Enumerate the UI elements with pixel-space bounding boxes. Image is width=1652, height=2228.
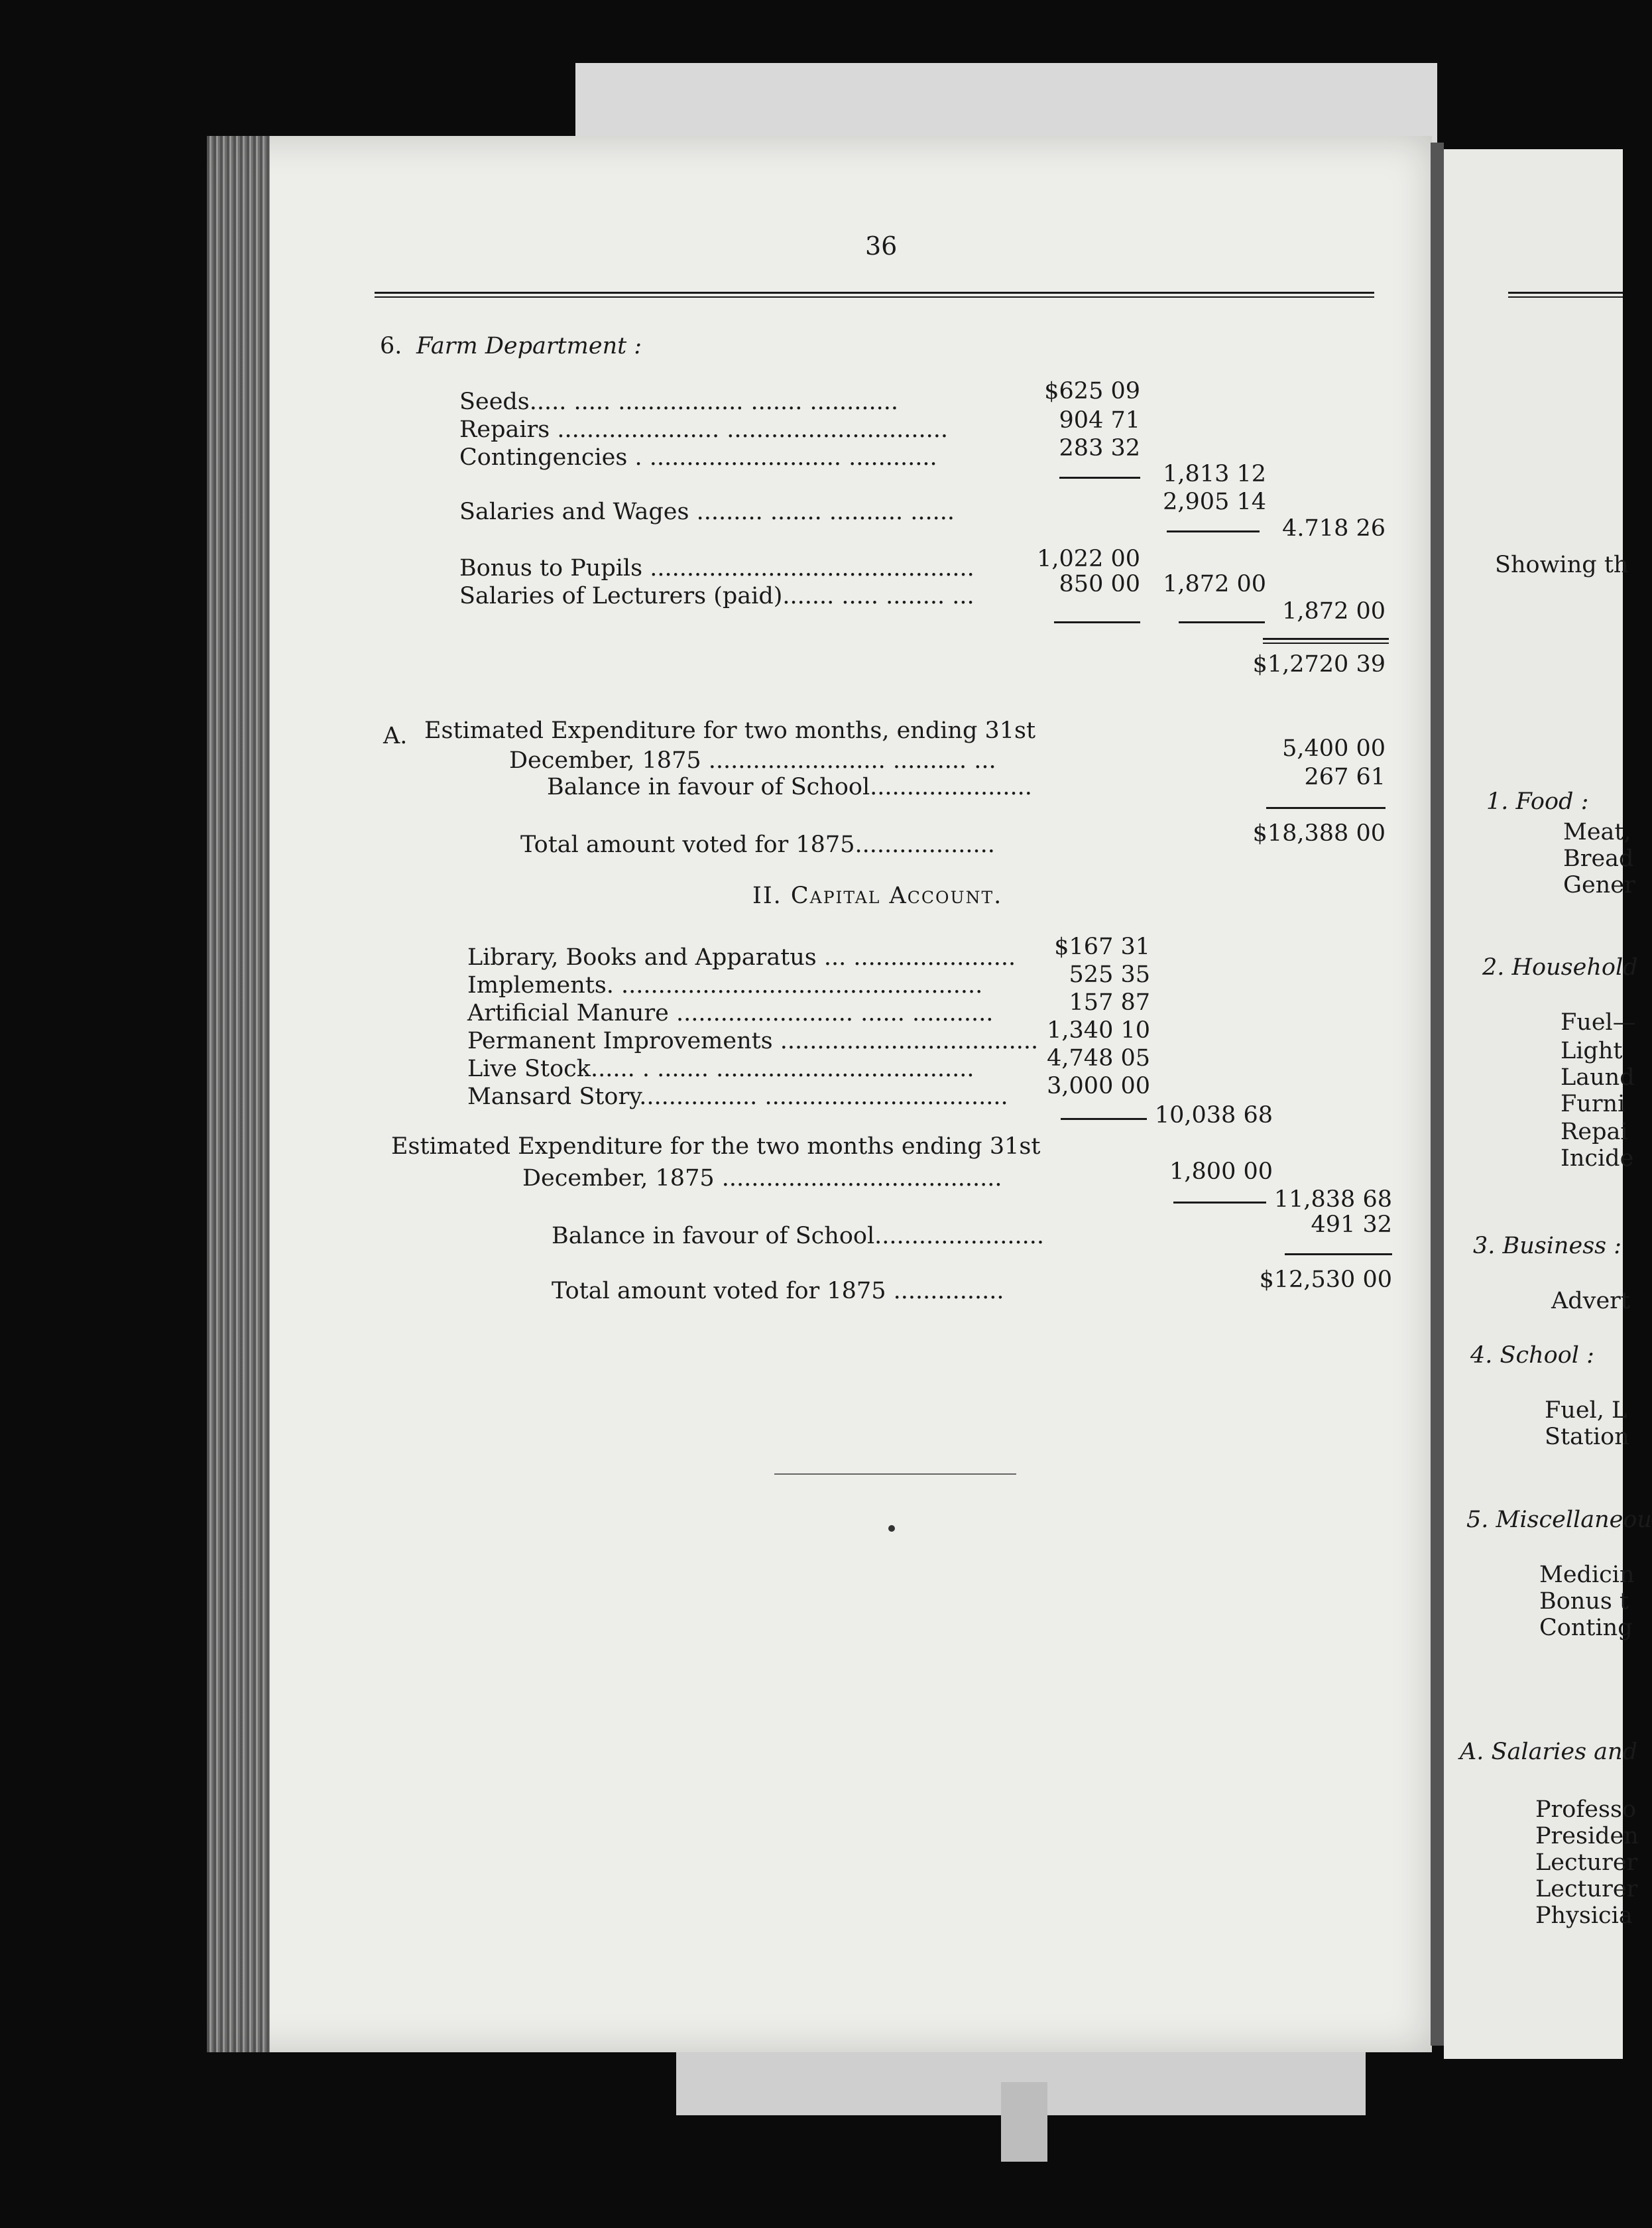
background-paper-tab [1001, 2082, 1047, 2162]
adjacent-item: Laund [1561, 1064, 1635, 1091]
capital-item-label: Mansard Story................ ................................. [467, 1083, 1008, 1110]
estimate-a-line1: Estimated Expenditure for two months, ending 31st [424, 717, 1036, 744]
capital-item-label: Implements. ................................................. [467, 972, 983, 999]
capital-item-value: 4,748 05 [1047, 1045, 1150, 1072]
capital-item-value: 525 35 [1069, 961, 1150, 988]
adjacent-item: Fuel— [1561, 1009, 1636, 1036]
subtotal-rule [1059, 477, 1140, 479]
adjacent-item: 2. Household [1482, 954, 1638, 981]
adjacent-item: Lecturer [1535, 1849, 1638, 1876]
farm-heading-number: 6. [380, 333, 402, 359]
farm-grand-total: $1,2720 39 [1252, 651, 1386, 678]
adjacent-item: Bread [1563, 845, 1634, 872]
bonus-label: Bonus to Pupils ............................................ [459, 555, 974, 582]
adjacent-item: Advert [1551, 1288, 1630, 1314]
farm-item-value: $625 09 [1044, 378, 1140, 404]
adjacent-item: Lecturer [1535, 1876, 1638, 1902]
capital-total-label: Total amount voted for 1875 ............... [552, 1278, 1004, 1304]
lecturers-value: 850 00 [1059, 571, 1140, 597]
adjacent-item: 1. Food : [1486, 788, 1589, 815]
farm-total: 4.718 26 [1282, 515, 1386, 542]
ink-dot [888, 1525, 895, 1532]
farm-subtotal: 1,813 12 [1163, 461, 1266, 487]
estimate-a-value: 5,400 00 [1282, 735, 1386, 762]
capital-item-value: 3,000 00 [1047, 1073, 1150, 1099]
estimate-a-line2: December, 1875 ........................ .......... ... [509, 747, 996, 774]
adjacent-item: Station [1545, 1424, 1629, 1450]
capital-heading: II. Capital Account. [752, 883, 1003, 909]
adjacent-item: Bonus t [1539, 1588, 1629, 1615]
capital-item-value: 157 87 [1069, 989, 1150, 1016]
lecturers-label: Salaries of Lecturers (paid)....... ..... ........ ... [459, 583, 974, 609]
adjacent-item: Furni [1561, 1091, 1625, 1117]
adjacent-item: Presiden [1535, 1823, 1639, 1849]
capital-item-value: 1,340 10 [1047, 1017, 1150, 1044]
farm-item-label: Seeds..... ..... ................. ....... ............ [459, 389, 899, 415]
farm-item-value: 283 32 [1059, 435, 1140, 462]
adjacent-item: 5. Miscellaneou [1466, 1507, 1652, 1533]
adjacent-item: Medicin [1539, 1562, 1635, 1588]
adjacent-item: 4. School : [1470, 1342, 1594, 1369]
estimate-a-balance-label: Balance in favour of School...................... [547, 774, 1032, 800]
farm-item-value: 904 71 [1059, 407, 1140, 434]
adjacent-item: A. Salaries and [1460, 1739, 1637, 1765]
subtotal-rule [1054, 621, 1140, 623]
estimate-a-balance-value: 267 61 [1304, 764, 1386, 790]
capital-item-value: $167 31 [1054, 934, 1150, 960]
estimate-a-total-value: $18,388 00 [1252, 820, 1386, 847]
salaries-label: Salaries and Wages ......... ....... .......... ...... [459, 499, 955, 525]
capital-balance-value: 491 32 [1311, 1211, 1392, 1238]
page-number: 36 [865, 231, 898, 261]
lecturers-subtotal: 1,872 00 [1163, 571, 1266, 597]
capital-estimate-line2: December, 1875 ...................................... [522, 1165, 1002, 1192]
capital-subtotal: 10,038 68 [1154, 1102, 1273, 1129]
farm-item-label: Repairs ...................... .............................. [459, 416, 948, 443]
capital-estimate-line1: Estimated Expenditure for the two months ending 31st [391, 1133, 1041, 1160]
adjacent-item: 3. Business : [1473, 1233, 1622, 1259]
farm-heading: Farm Department : [416, 333, 642, 359]
capital-item-label: Library, Books and Apparatus ... ...................... [467, 944, 1016, 971]
capital-item-label: Permanent Improvements ................................... [467, 1028, 1039, 1054]
header-rule [375, 292, 1374, 298]
salaries-value: 2,905 14 [1163, 489, 1266, 515]
adjacent-item: Professo [1535, 1796, 1637, 1823]
adjacent-item: Physicia [1535, 1902, 1633, 1929]
total-rule [1285, 1253, 1392, 1255]
estimate-a-marker: A. [383, 723, 408, 749]
adjacent-item: Incide [1561, 1145, 1634, 1172]
adjacent-header-rule [1508, 292, 1623, 298]
capital-total-value: $12,530 00 [1259, 1267, 1392, 1293]
bonus-value: 1,022 00 [1037, 546, 1140, 572]
book-gutter [1431, 143, 1444, 2046]
subtotal-rule [1167, 530, 1260, 532]
lecturers-total: 1,872 00 [1282, 598, 1386, 625]
capital-estimate-value: 1,800 00 [1169, 1158, 1273, 1185]
closing-rule [774, 1473, 1016, 1475]
total-rule [1263, 638, 1389, 644]
adjacent-showing-text: Showing th [1495, 552, 1629, 578]
capital-total: 11,838 68 [1273, 1186, 1392, 1213]
adjacent-item: Fuel, L [1545, 1397, 1627, 1424]
adjacent-item: Gener [1563, 872, 1635, 898]
estimate-a-total-label: Total amount voted for 1875................... [520, 832, 995, 858]
total-rule [1266, 807, 1386, 809]
capital-item-label: Artificial Manure ........................ ...... ........... [467, 1000, 994, 1026]
capital-balance-label: Balance in favour of School....................... [552, 1223, 1045, 1249]
adjacent-item: Meat, [1563, 819, 1631, 845]
adjacent-item: Light [1561, 1038, 1623, 1064]
subtotal-rule [1061, 1118, 1147, 1120]
adjacent-item: Repai [1561, 1119, 1628, 1145]
page-edge [207, 136, 270, 2052]
subtotal-rule [1179, 621, 1265, 623]
farm-item-label: Contingencies . .......................... ............ [459, 444, 937, 471]
adjacent-item: Conting [1539, 1615, 1633, 1641]
capital-item-label: Live Stock...... . ....... ................................... [467, 1056, 974, 1082]
